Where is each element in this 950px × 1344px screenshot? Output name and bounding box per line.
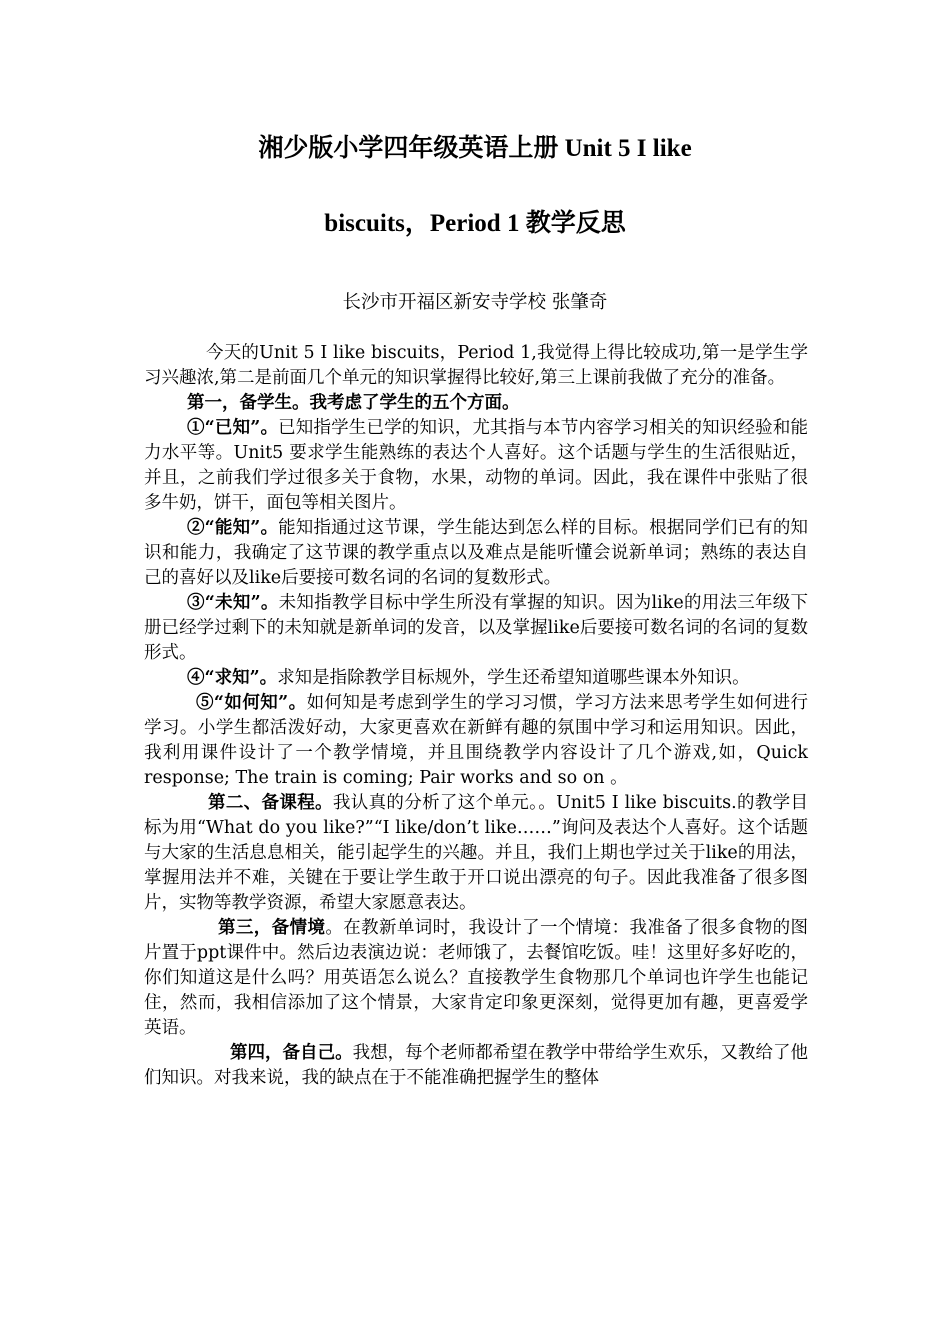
paragraph-lead: ⑤“如何知”。 <box>196 693 307 713</box>
paragraph-intro <box>144 341 808 391</box>
paragraph-section-4 <box>144 1041 808 1091</box>
paragraph-section-3 <box>144 916 808 1041</box>
paragraph-lead: ③“未知”。 <box>187 593 279 613</box>
paragraph-lead: 第一，备学生。我考虑了学生的五个方面。 <box>187 393 520 413</box>
paragraph-lead: 第四，备自己。 <box>230 1043 353 1063</box>
paragraph-lead: ②“能知”。 <box>187 518 279 538</box>
paragraph-text: 我认真的分析了这个单元。。Unit5 I like biscuits.的教学目标为用“What do you like?”“I like/don’t like……”询问及表达个人喜好。这个话题与大家的生活息息相关，能引起学生的兴趣。并且，我们上期也学过关于like的用法，掌握用法并不难，关键在于要让学生敢于开口说出漂亮的句子。因此我准备了很多图片，实物等教学资源，希望大家愿意表达。 <box>144 793 809 913</box>
paragraph-unknown <box>144 591 808 666</box>
document-title-line-1: 湘少版小学四年级英语上册 Unit 5 I like <box>258 135 692 162</box>
paragraph-lead: 第二、备课程。 <box>208 793 333 813</box>
paragraph-text: 如何知是考虑到学生的学习习惯，学习方法来思考学生如何进行学习。小学生都活泼好动，大家更喜欢在新鲜有趣的氛围中学习和运用知识。因此，我利用课件设计了一个教学情境，并且围绕教学内容设计了几个游戏,如，Quick response; The train is coming; Pair works and so on 。 <box>144 693 808 788</box>
paragraph-text: 求知是指除教学目标规外，学生还希望知道哪些课本外知识。 <box>277 668 750 688</box>
paragraph-seek-knowledge <box>144 666 808 691</box>
paragraph-section-2 <box>144 791 808 916</box>
paragraph-text: 。在教新单词时，我设计了一个情境：我准备了很多食物的图片置于ppt课件中。然后边表演边说：老师饿了，去餐馆吃饭。哇！这里好多好吃的，你们知道这是什么吗？用英语怎么说么？直接教学生食物那几个单词也许学生也能记住，然而，我相信添加了这个情景，大家肯定印象更深刻，觉得更加有趣，更喜爱学英语。 <box>144 918 808 1038</box>
paragraph-text: 能知指通过这节课，学生能达到怎么样的目标。根据同学们已有的知识和能力，我确定了这节课的教学重点以及难点是能听懂会说新单词；熟练的表达自己的喜好以及like后要接可数名词的名词的复数形式。 <box>144 518 808 588</box>
document-body <box>144 341 808 1091</box>
paragraph-lead: 第三，备情境 <box>218 918 326 938</box>
paragraph-text: 已知指学生已学的知识，尤其指与本节内容学习相关的知识经验和能力水平等。Unit5 要求学生能熟练的表达个人喜好。这个话题与学生的生活很贴近，并且，之前我们学过很多关于食物，水果，动物的单词。因此，我在课件中张贴了很多牛奶，饼干，面包等相关图片。 <box>144 418 808 513</box>
paragraph-section-1-heading <box>144 391 808 416</box>
paragraph-text: 我想，每个老师都希望在教学中带给学生欢乐，又教给了他们知识。对我来说，我的缺点在于不能准确把握学生的整体 <box>144 1043 808 1088</box>
paragraph-lead: ④“求知”。 <box>187 668 278 688</box>
paragraph-can-know <box>144 516 808 591</box>
paragraph-text: 未知指教学目标中学生所没有掌握的知识。因为like的用法三年级下册已经学过剩下的未知就是新单词的发音，以及掌握like后要接可数名词的名词的复数形式。 <box>144 593 808 663</box>
author-line: 长沙市开福区新安寺学校 张肇奇 <box>342 292 608 313</box>
paragraph-how-to-know <box>144 691 808 791</box>
paragraph-lead: ①“已知”。 <box>187 418 279 438</box>
document-title-line-2: biscuits，Period 1 教学反思 <box>324 210 626 237</box>
paragraph-text: 今天的Unit 5 I like biscuits，Period 1,我觉得上得比较成功,第一是学生学习兴趣浓,第二是前面几个单元的知识掌握得比较好,第三上课前我做了充分的准备。 <box>144 343 808 388</box>
paragraph-known <box>144 416 808 516</box>
